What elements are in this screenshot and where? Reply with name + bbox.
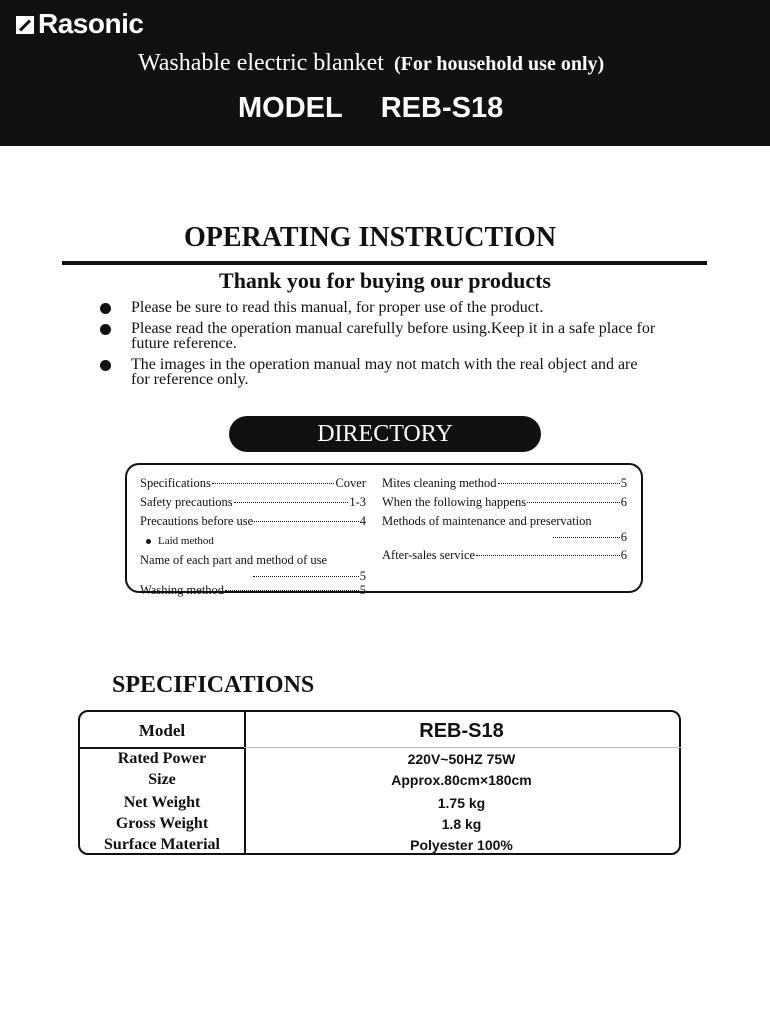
brand-logo [14,8,143,40]
table-row: Net Weight 1.75 kg [123,794,486,811]
table-row: Surface Material Polyester 100% [104,836,513,853]
specifications-title: SPECIFICATIONS [112,672,315,698]
header-banner [0,0,770,146]
directory-entry[interactable]: After-sales service 6 [382,548,627,562]
notice-item: Please be sure to read this manual, for proper use of the product. [100,300,660,315]
directory-entry-page: 6 [382,530,627,544]
brand-mark-icon [14,13,36,35]
model-value: REB-S18 [380,92,504,124]
directory-entry[interactable]: Washing method 5 [140,583,366,597]
directory-subentry[interactable]: Laid method [140,533,366,549]
notice-item: The images in the operation manual may not match with the real object and are for reference only. [100,357,660,387]
bullet-icon [100,360,111,371]
bullet-icon [100,303,111,314]
directory-entry[interactable]: When the following happens 6 [382,495,627,509]
notice-item: Please read the operation manual carefully before using.Keep it in a safe place for future reference. [100,321,660,351]
model-label: MODEL [238,92,343,124]
directory-entry[interactable]: Specifications Cover [140,476,366,490]
directory-entry[interactable]: Methods of maintenance and preservation [382,514,592,528]
directory-entry-page: 5 [140,569,366,583]
table-header-label: Model [138,721,186,740]
product-subtitle [138,50,604,77]
directory-entry[interactable]: Mites cleaning method 5 [382,476,627,490]
directory-entry[interactable]: Safety precautions 1-3 [140,495,366,509]
product-note: (For household use only) [393,53,605,75]
bullet-icon [146,539,151,544]
directory-entry[interactable]: Precautions before use 4 [140,514,366,528]
directory-entry[interactable]: Name of each part and method of use [140,553,328,567]
page-title: OPERATING INSTRUCTION [183,222,557,253]
table-header-row [80,720,679,742]
product-name: Washable electric blanket [138,50,384,76]
model-line [238,92,503,125]
specifications-table [78,710,681,855]
table-row: Rated Power 220V~50HZ 75W [117,750,516,767]
title-divider [62,261,707,265]
directory-box [125,463,643,597]
directory-left-column [140,476,366,602]
table-row: Gross Weight 1.8 kg [115,815,482,832]
notice-list [100,300,660,393]
bullet-icon [100,324,111,335]
thanks-heading: Thank you for buying our products [219,268,551,293]
table-row: Size Approx.80cm×180cm [148,771,532,788]
brand-name: Rasonic [38,8,144,39]
directory-title: DIRECTORY [229,416,541,452]
table-header-value: REB-S18 [419,719,504,742]
directory-right-column [382,476,627,567]
